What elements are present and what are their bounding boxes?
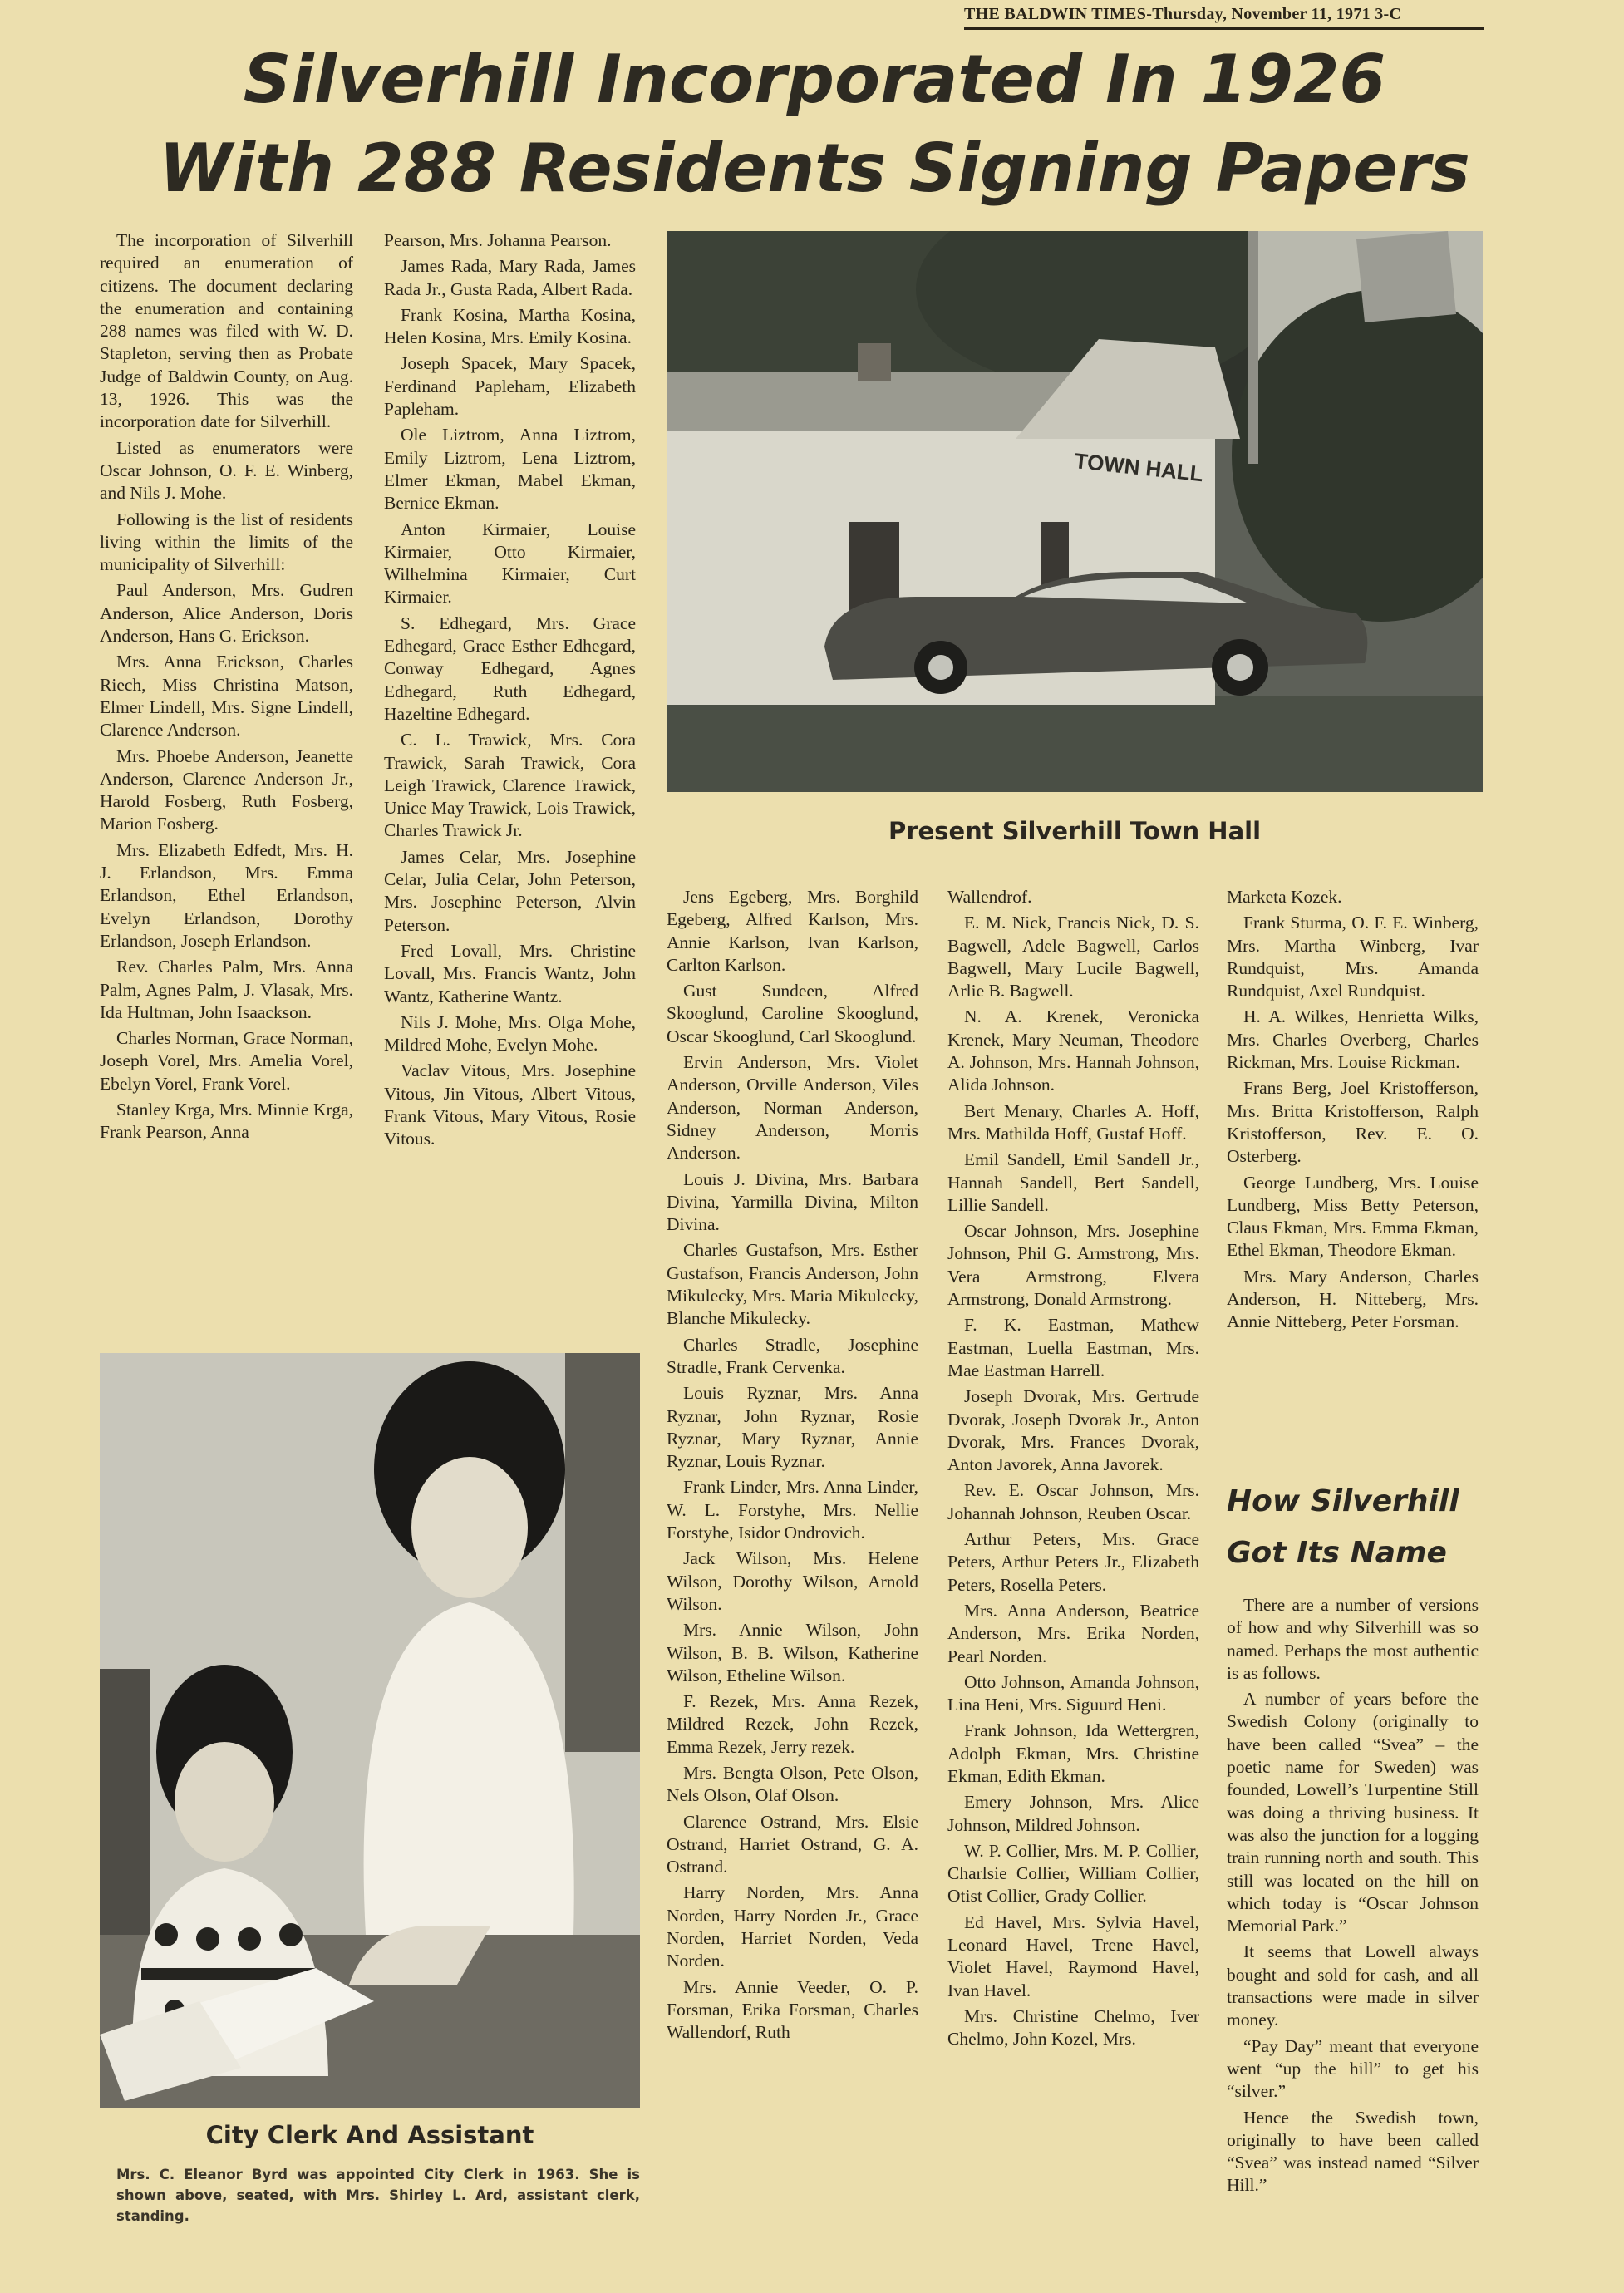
col4-paragraph: Wallendrof. (947, 887, 1032, 907)
col3-paragraph: Charles Gustafson, Mrs. Esther Gustafson, Francis Anderson, John Mikulecky, Mrs. Maria Mikulecky, Blanche Mikulecky. (667, 1240, 918, 1329)
col4-paragraph: Rev. E. Oscar Johnson, Mrs. Johannah Johnson, Reuben Oscar. (947, 1480, 1199, 1523)
sidebar-paragraph: There are a number of versions of how and why Silverhill was so named. Perhaps the most authentic is as follows. (1227, 1595, 1479, 1683)
col4-paragraph: F. K. Eastman, Mathew Eastman, Luella Eastman, Mrs. Mae Eastman Harrell. (947, 1315, 1199, 1380)
col2-paragraph: James Celar, Mrs. Josephine Celar, Julia Celar, John Peterson, Mrs. Josephine Peterson, Alvin Peterson. (384, 846, 636, 935)
col2-paragraph: Pearson, Mrs. Johanna Pearson. (384, 230, 612, 250)
col2-paragraph: Anton Kirmaier, Louise Kirmaier, Otto Kirmaier, Wilhelmina Kirmaier, Curt Kirmaier. (384, 519, 636, 608)
town-hall-photo (667, 231, 1483, 792)
col4-paragraph: Arthur Peters, Mrs. Grace Peters, Arthur Peters Jr., Elizabeth Peters, Rosella Peters. (947, 1529, 1199, 1595)
col2-paragraph: Joseph Spacek, Mary Spacek, Ferdinand Papleham, Elizabeth Papleham. (384, 353, 636, 420)
newspaper-header: THE BALDWIN TIMES-Thursday, November 11, 1971 3-C (964, 5, 1484, 30)
col1-paragraph: Following is the list of residents living within the limits of the municipality of Silverhill: (100, 509, 353, 575)
col1-paragraph: Mrs. Elizabeth Edfedt, Mrs. H. J. Erlandson, Mrs. Emma Erlandson, Ethel Erlandson, Evelyn Erlandson, Dorothy Erlandson, Joseph Erlandson. (100, 839, 353, 951)
col4-paragraph: Frank Johnson, Ida Wettergren, Adolph Ekman, Mrs. Christine Ekman, Edith Ekman. (947, 1720, 1199, 1786)
col2-paragraph: Fred Lovall, Mrs. Christine Lovall, Mrs. Francis Wantz, John Wantz, Katherine Wantz. (384, 940, 636, 1006)
sidebar-article (1227, 1594, 1479, 2242)
col1-paragraph: Stanley Krga, Mrs. Minnie Krga, Frank Pearson, Anna (100, 1099, 353, 1143)
col3-paragraph: Gust Sundeen, Alfred Skooglund, Caroline Skooglund, Oscar Skooglund, Carl Skooglund. (667, 981, 918, 1046)
col5-paragraph: H. A. Wilkes, Henrietta Wilks, Mrs. Charles Overberg, Charles Rickman, Mrs. Louise Rickman. (1227, 1006, 1479, 1073)
col1-paragraph: Mrs. Phoebe Anderson, Jeanette Anderson, Clarence Anderson Jr., Harold Fosberg, Ruth Fosberg, Marion Fosberg. (100, 745, 353, 834)
col3-paragraph: Jens Egeberg, Mrs. Borghild Egeberg, Alfred Karlson, Mrs. Annie Karlson, Ivan Karlson, Carlton Karlson. (667, 887, 918, 975)
col3-paragraph: Mrs. Annie Veeder, O. P. Forsman, Erika Forsman, Charles Wallendorf, Ruth (667, 1976, 918, 2043)
sidebar-paragraph: It seems that Lowell always bought and sold for cash, and all transactions were made in silver money. (1227, 1941, 1479, 2030)
col4-paragraph: Oscar Johnson, Mrs. Josephine Johnson, Phil G. Armstrong, Mrs. Vera Armstrong, Elvera Armstrong, Donald Armstrong. (947, 1221, 1199, 1310)
col2-paragraph: Frank Kosina, Martha Kosina, Helen Kosina, Mrs. Emily Kosina. (384, 304, 636, 348)
sidebar-title-line-1: How Silverhill (1227, 1484, 1459, 1518)
col4-paragraph: Emery Johnson, Mrs. Alice Johnson, Mildred Johnson. (947, 1792, 1199, 1835)
col4-paragraph: Mrs. Anna Anderson, Beatrice Anderson, Mrs. Erika Norden, Pearl Norden. (947, 1600, 1199, 1666)
article-column-3 (667, 886, 918, 2249)
col5-paragraph: Frans Berg, Joel Kristofferson, Mrs. Britta Kristofferson, Ralph Kristofferson, Rev. E. O. Osterberg. (1227, 1078, 1479, 1167)
col2-paragraph: Nils J. Mohe, Mrs. Olga Mohe, Mildred Mohe, Evelyn Mohe. (384, 1011, 636, 1055)
col4-paragraph: N. A. Krenek, Veronicka Krenek, Mary Neuman, Theodore A. Johnson, Mrs. Hannah Johnson, Alida Johnson. (947, 1006, 1199, 1095)
article-column-5 (1227, 886, 1479, 1426)
col4-paragraph: E. M. Nick, Francis Nick, D. S. Bagwell, Adele Bagwell, Carlos Bagwell, Mary Lucile Bagwell, Arlie B. Bagwell. (947, 913, 1199, 1001)
col4-paragraph: Mrs. Christine Chelmo, Iver Chelmo, John Kozel, Mrs. (947, 2005, 1199, 2049)
sidebar-title-line-2: Got Its Name (1227, 1536, 1447, 1570)
town-hall-sign: TOWN HALL (1073, 448, 1205, 487)
col4-paragraph: Bert Menary, Charles A. Hoff, Mrs. Mathilda Hoff, Gustaf Hoff. (947, 1100, 1199, 1144)
col3-paragraph: Charles Stradle, Josephine Stradle, Frank Cervenka. (667, 1334, 918, 1377)
col1-paragraph: The incorporation of Silverhill required an enumeration of citizens. The document declaring the enumeration and containing 288 names was filed with W. D. Stapleton, serving then as Probate Judge of Baldwin County, on Aug. 13, 1926. This was the incorporation date for Silverhill. (100, 230, 353, 432)
town-hall-illustration (667, 231, 1483, 792)
col3-paragraph: F. Rezek, Mrs. Anna Rezek, Mildred Rezek, John Rezek, Emma Rezek, Jerry rezek. (667, 1691, 918, 1757)
clerk-illustration (100, 1353, 640, 2108)
col3-paragraph: Jack Wilson, Mrs. Helene Wilson, Dorothy Wilson, Arnold Wilson. (667, 1548, 918, 1614)
col5-paragraph: George Lundberg, Mrs. Louise Lundberg, Miss Betty Peterson, Claus Ekman, Mrs. Emma Ekman, Ethel Ekman, Theodore Ekman. (1227, 1172, 1479, 1261)
col1-paragraph: Listed as enumerators were Oscar Johnson, O. F. E. Winberg, and Nils J. Mohe. (100, 437, 353, 504)
col5-paragraph: Frank Sturma, O. F. E. Winberg, Mrs. Martha Winberg, Ivar Rundquist, Mrs. Amanda Rundquist, Axel Rundquist. (1227, 913, 1479, 1001)
clerk-caption-title: City Clerk And Assistant (205, 2121, 534, 2149)
col3-paragraph: Clarence Ostrand, Mrs. Elsie Ostrand, Harriet Ostrand, G. A. Ostrand. (667, 1811, 918, 1877)
col3-paragraph: Louis Ryznar, Mrs. Anna Ryznar, John Ryznar, Rosie Ryznar, Mary Ryznar, Annie Ryznar, Louis Ryznar. (667, 1383, 918, 1472)
col2-paragraph: Ole Liztrom, Anna Liztrom, Emily Liztrom, Lena Liztrom, Elmer Ekman, Mabel Ekman, Bernice Ekman. (384, 425, 636, 514)
col3-paragraph: Louis J. Divina, Mrs. Barbara Divina, Yarmilla Divina, Milton Divina. (667, 1169, 918, 1235)
col3-paragraph: Frank Linder, Mrs. Anna Linder, W. L. Forstyhe, Mrs. Nellie Forstyhe, Isidor Ondrovich. (667, 1477, 918, 1543)
article-column-2 (384, 229, 636, 1326)
col4-paragraph: Emil Sandell, Emil Sandell Jr., Hannah Sandell, Bert Sandell, Lillie Sandell. (947, 1149, 1199, 1215)
city-clerk-photo (100, 1353, 640, 2108)
col1-paragraph: Charles Norman, Grace Norman, Joseph Vorel, Mrs. Amelia Vorel, Ebelyn Vorel, Frank Vorel. (100, 1028, 353, 1094)
col4-paragraph: Otto Johnson, Amanda Johnson, Lina Heni, Mrs. Siguurd Heni. (947, 1671, 1199, 1715)
col5-paragraph: Marketa Kozek. (1227, 887, 1342, 907)
col4-paragraph: Joseph Dvorak, Mrs. Gertrude Dvorak, Joseph Dvorak Jr., Anton Dvorak, Mrs. Frances Dvorak, Anton Javorek, Anna Javorek. (947, 1386, 1199, 1475)
sidebar-paragraph: “Pay Day” meant that everyone went “up the hill” to get his “silver.” (1227, 2035, 1479, 2102)
col5-paragraph: Mrs. Mary Anderson, Charles Anderson, H. Nitteberg, Mrs. Annie Nitteberg, Peter Forsman. (1227, 1266, 1479, 1332)
col2-paragraph: Vaclav Vitous, Mrs. Josephine Vitous, Jin Vitous, Albert Vitous, Frank Vitous, Mary Vitous, Rosie Vitous. (384, 1060, 636, 1149)
col2-paragraph: James Rada, Mary Rada, James Rada Jr., Gusta Rada, Albert Rada. (384, 256, 636, 299)
col3-paragraph: Ervin Anderson, Mrs. Violet Anderson, Orville Anderson, Viles Anderson, Norman Anderson, Sidney Anderson, Morris Anderson. (667, 1052, 918, 1164)
col3-paragraph: Harry Norden, Mrs. Anna Norden, Harry Norden Jr., Grace Norden, Harriet Norden, Veda Norden. (667, 1882, 918, 1971)
article-column-1 (100, 229, 353, 1326)
headline-line-2: With 288 Residents Signing Papers (159, 130, 1470, 207)
col1-paragraph: Mrs. Anna Erickson, Charles Riech, Miss Christina Matson, Elmer Lindell, Mrs. Signe Lindell, Clarence Anderson. (100, 652, 353, 741)
town-hall-caption: Present Silverhill Town Hall (888, 817, 1262, 845)
col4-paragraph: W. P. Collier, Mrs. M. P. Collier, Charlsie Collier, William Collier, Otist Collier, Grady Collier. (947, 1840, 1199, 1907)
clerk-caption-body: Mrs. C. Eleanor Byrd was appointed City Clerk in 1963. She is shown above, seated, with Mrs. Shirley L. Ard, assistant clerk, standing. (116, 2167, 640, 2224)
col2-paragraph: S. Edhegard, Mrs. Grace Edhegard, Grace Esther Edhegard, Conway Edhegard, Agnes Edhegard, Ruth Edhegard, Hazeltine Edhegard. (384, 613, 636, 724)
article-column-4 (947, 886, 1199, 2249)
col3-paragraph: Mrs. Annie Wilson, John Wilson, B. B. Wilson, Katherine Wilson, Etheline Wilson. (667, 1620, 918, 1685)
sidebar-paragraph: Hence the Swedish town, originally to have been called “Svea” was instead named “Silver Hill.” (1227, 2107, 1479, 2196)
col3-paragraph: Mrs. Bengta Olson, Pete Olson, Nels Olson, Olaf Olson. (667, 1762, 918, 1806)
col1-paragraph: Paul Anderson, Mrs. Gudren Anderson, Alice Anderson, Doris Anderson, Hans G. Erickson. (100, 580, 353, 647)
sidebar-paragraph: A number of years before the Swedish Colony (originally to have been called “Svea” – the poetic name for Sweden) was founded, Lowell’s Turpentine Still was doing a thriving business. It was also the junction for a logging train running north and south. This still was located on the hill on which today is “Oscar Johnson Memorial Park.” (1227, 1689, 1479, 1936)
col2-paragraph: C. L. Trawick, Mrs. Cora Trawick, Sarah Trawick, Cora Leigh Trawick, Clarence Trawick, Unice May Trawick, Lois Trawick, Charles Trawick Jr. (384, 730, 636, 841)
headline-line-1: Silverhill Incorporated In 1926 (243, 41, 1386, 118)
col4-paragraph: Ed Havel, Mrs. Sylvia Havel, Leonard Havel, Trene Havel, Violet Havel, Raymond Havel, Ivan Havel. (947, 1912, 1199, 2000)
col1-paragraph: Rev. Charles Palm, Mrs. Anna Palm, Agnes Palm, J. Vlasak, Mrs. Ida Hultman, John Isaackson. (100, 957, 353, 1022)
